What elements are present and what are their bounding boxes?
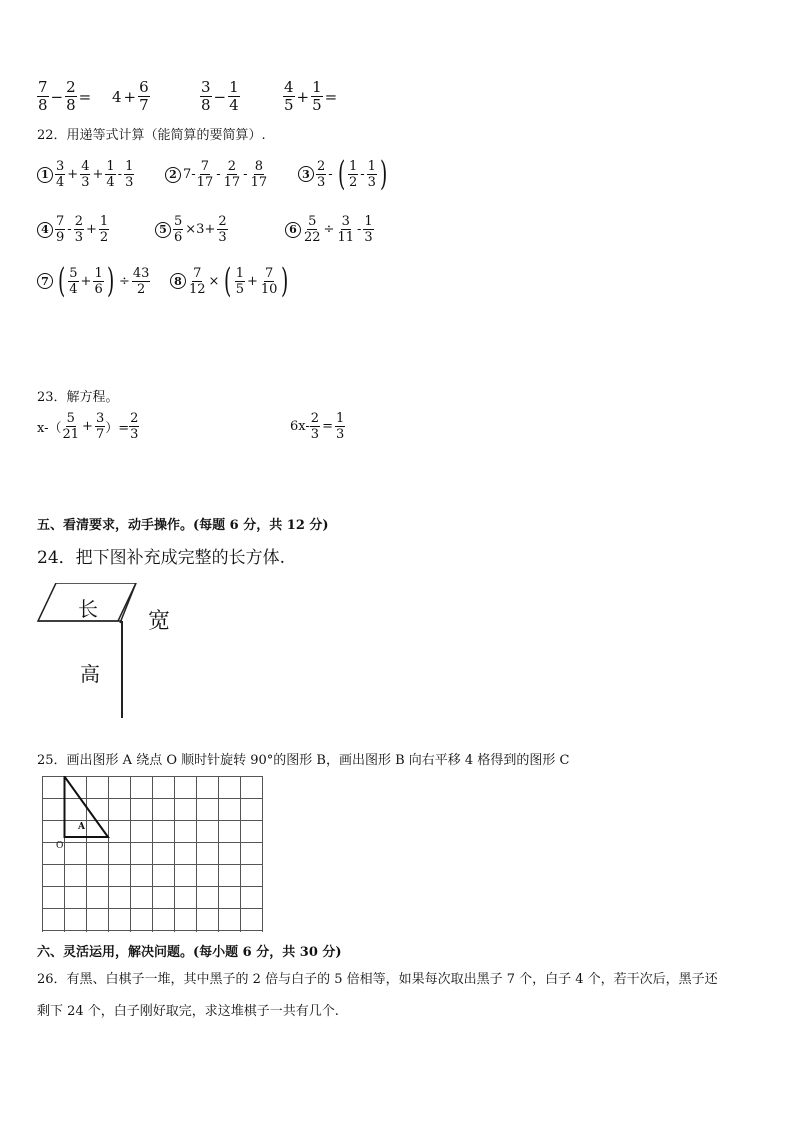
item-number-badge: 2 (165, 167, 181, 183)
q22-item-1: 1 $\frac{3}{4}$ + $\frac{4}{3}$ + $\frac{1}{4}$ - $\frac{1}{3}$ (37, 160, 134, 189)
section-5-heading: 五、看清要求，动手操作。(每题 6 分，共 12 分) (37, 518, 329, 533)
row1-expr-3: $\frac{3}{8}$ − $\frac{1}{4}$ (201, 78, 239, 114)
item-number-badge: 1 (37, 167, 53, 183)
q23-equation-2: 6x- $\frac{2}{3}$ = $\frac{1}{3}$ (290, 411, 345, 442)
q22-item-7: 7 ( $\frac{5}{4}$ + $\frac{1}{6}$ ) ÷ $\frac{43}{2}$ (37, 264, 150, 298)
item-number-badge: 3 (298, 166, 314, 182)
item-number-badge: 8 (170, 273, 186, 289)
q24-title: 24．把下图补充成完整的长方体. (37, 548, 286, 568)
q23-title: 23．解方程。 (37, 390, 119, 405)
q22-item-4: 4 $\frac{7}{9}$ - $\frac{2}{3}$ + $\frac{1}{2}$ (37, 215, 109, 244)
q25-title: 25．画出图形 A 绕点 O 顺时针旋转 90°的图形 B，画出图形 B 向右平移 4 格得到的图形 C (37, 753, 570, 768)
q23-equation-1: x-（ $\frac{5}{21}$ + $\frac{3}{7}$ ）= $\frac{2}{3}$ (37, 411, 139, 442)
cuboid-width-edge (120, 583, 136, 623)
row1-expr-2: 4 + $\frac{6}{7}$ (112, 78, 149, 114)
label-A: A (78, 822, 85, 832)
label-height: 高 (80, 662, 100, 686)
item-number-badge: 7 (37, 273, 53, 289)
q22-title: 22．用递等式计算（能简算的要简算）. (37, 128, 266, 143)
q22-item-3: 3 $\frac{2}{3}$ - ( $\frac{1}{2}$ - $\frac{1}{3}$ ) (298, 157, 390, 191)
row1-expr-1: $\frac{7}{8}$ − $\frac{2}{8}$ = (38, 78, 92, 114)
rotation-grid (42, 776, 268, 933)
item-number-badge: 5 (155, 222, 171, 238)
item-number-badge: 4 (37, 222, 53, 238)
cuboid-figure (36, 583, 196, 723)
grid-lines (42, 776, 263, 932)
q22-item-6: 6 $\frac{5}{22}$ ÷ $\frac{3}{11}$ - $\frac{1}{3}$ (285, 215, 374, 244)
item-number-badge: 6 (285, 222, 301, 238)
q26-line-1: 26．有黑、白棋子一堆，其中黑子的 2 倍与白子的 5 倍相等，如果每次取出黑子 7 个，白子 4 个，若干次后，黑子还 (37, 972, 718, 987)
label-width: 宽 (148, 609, 171, 634)
q22-item-8: 8 $\frac{7}{12}$ × ( $\frac{1}{5}$ + $\frac{7}{10}$ ) (170, 264, 292, 298)
q22-item-5: 5 $\frac{5}{6}$ ×3+ $\frac{2}{3}$ (155, 215, 228, 244)
label-O: O (56, 841, 64, 851)
section-6-heading: 六、灵活运用，解决问题。(每小题 6 分，共 30 分) (37, 945, 342, 960)
label-length: 长 (78, 597, 98, 621)
q22-item-2: 2 7- $\frac{7}{17}$ - $\frac{2}{17}$ - $\frac{8}{17}$ (165, 160, 268, 189)
q26-line-2: 剩下 24 个，白子刚好取完，求这堆棋子一共有几个. (37, 1004, 339, 1019)
row1-expr-4: $\frac{4}{5}$ + $\frac{1}{5}$ = (284, 78, 338, 114)
